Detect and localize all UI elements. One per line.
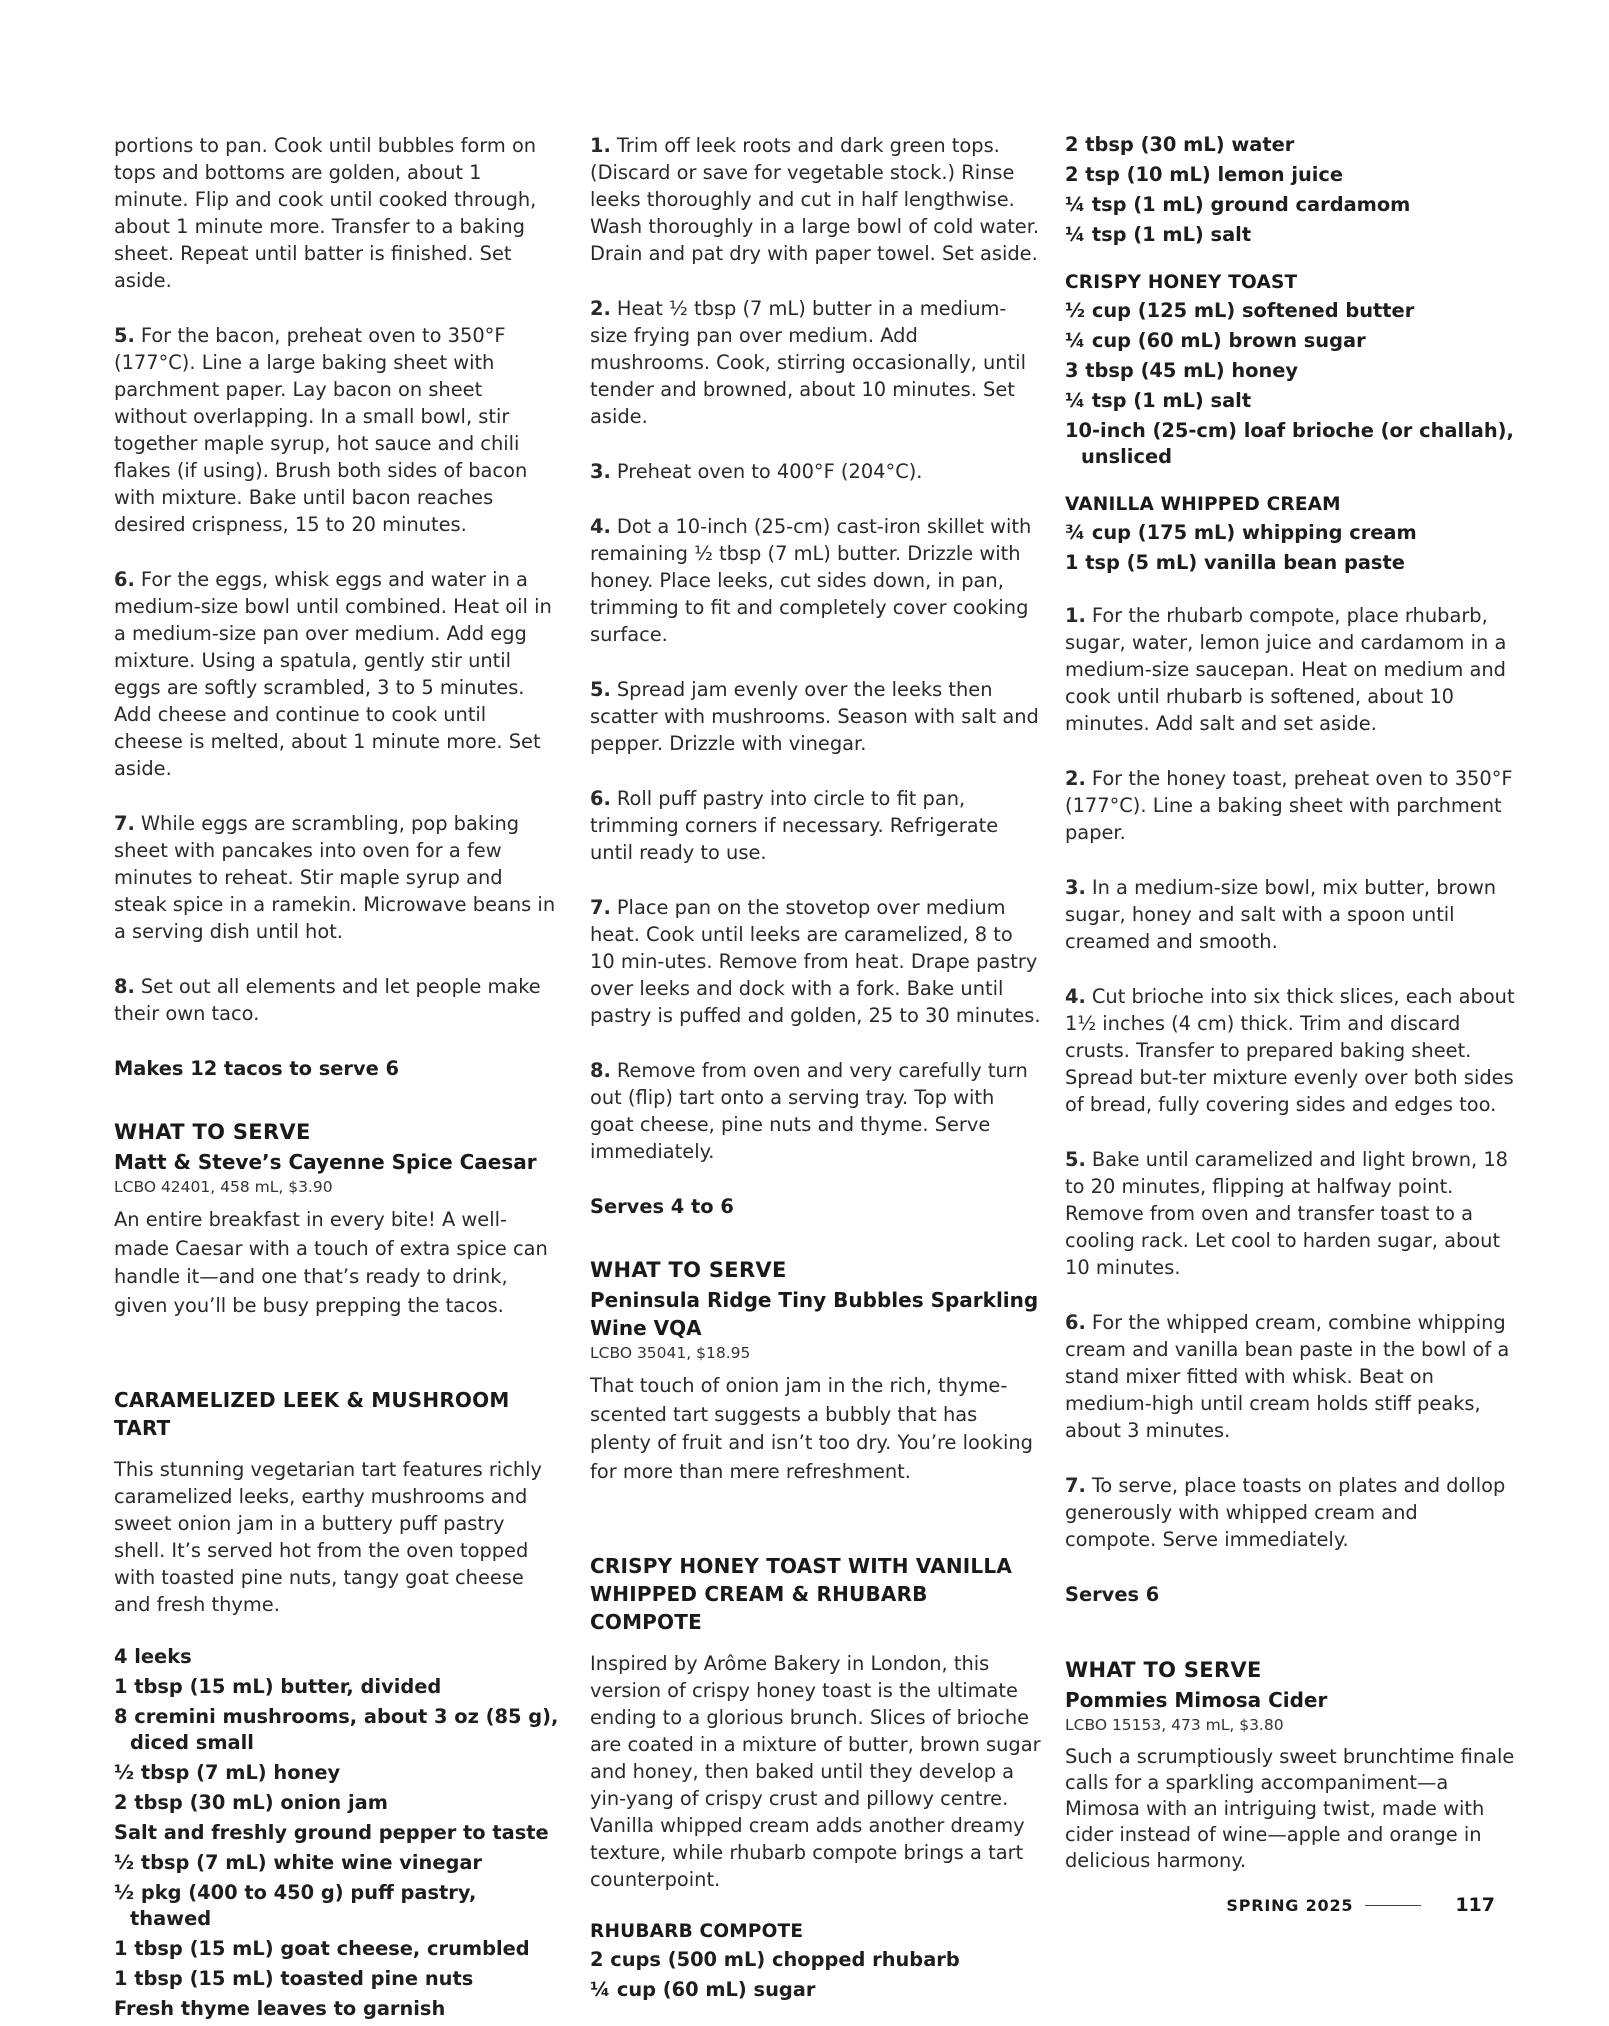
what-to-serve-heading: WHAT TO SERVE: [114, 1120, 311, 1144]
step-3: [1065, 874, 1515, 955]
ingredient-list: [1065, 520, 1515, 576]
column-2: [590, 132, 1042, 2007]
step-number: 3.: [1065, 876, 1086, 899]
step-2: [1065, 765, 1515, 846]
drink-name: Pommies Mimosa Cider: [1065, 1688, 1328, 1712]
step-number: 5.: [1065, 1148, 1086, 1171]
ingredient: 2 tbsp (30 mL) onion jam: [114, 1791, 388, 1814]
drink-description: Such a scrumptiously sweet brunchtime finale calls for a sparkling accompaniment—a Mimosa with an intriguing twist, made with cider instead of wine—apple and orange in delicious harmony.: [1065, 1745, 1515, 1872]
recipe-title: CARAMELIZED LEEK & MUSHROOM TART: [114, 1388, 510, 1440]
ingredient-list: [114, 1644, 560, 2022]
drink-description: That touch of onion jam in the rich, thyme-scented tart suggests a bubbly that has plenty of fruit and isn’t too dry. You’re looking for more than mere refreshment.: [590, 1374, 1033, 1483]
drink-name: Matt & Steve’s Cayenne Spice Caesar: [114, 1150, 537, 1174]
step-6: [1065, 1309, 1515, 1444]
step-text: Spread jam evenly over the leeks then scatter with mushrooms. Season with salt and pepper. Drizzle with vinegar.: [590, 678, 1039, 755]
ingredient: 3 tbsp (45 mL) honey: [1065, 359, 1299, 382]
ingredient: 1 tbsp (15 mL) toasted pine nuts: [114, 1967, 474, 1990]
what-to-serve-block: [114, 1120, 560, 1320]
column-1: [114, 132, 560, 2026]
step-text: For the honey toast, preheat oven to 350°F (177°C). Line a baking sheet with parchment paper.: [1065, 767, 1513, 844]
step-6: [590, 785, 1042, 866]
ingredient-subheading: VANILLA WHIPPED CREAM: [1065, 494, 1341, 515]
step-number: 7.: [590, 896, 611, 919]
step-number: 6.: [1065, 1311, 1086, 1334]
step-1: [1065, 602, 1515, 737]
recipe-intro: Inspired by Arôme Bakery in London, this version of crispy honey toast is the ultimate ending to a glorious brunch. Slices of brioche are coated in a mixture of butter, brown sugar and honey, then baked until they develop a yin-yang of crispy crust and pillowy centre. Vanilla whipped cream adds another dreamy texture, while rhubarb compote brings a tart counterpoint.: [590, 1652, 1041, 1891]
issue-label: SPRING 2025: [1226, 1895, 1354, 1915]
ingredient: 10-inch (25-cm) loaf brioche (or challah), unsliced: [1065, 419, 1514, 468]
ingredient: 4 leeks: [114, 1645, 192, 1668]
drink-details: LCBO 42401, 458 mL, $3.90: [114, 1178, 333, 1196]
ingredient: 2 tsp (10 mL) lemon juice: [1065, 163, 1344, 186]
ingredient: ½ tbsp (7 mL) white wine vinegar: [114, 1851, 482, 1874]
ingredient: 1 tbsp (15 mL) butter, divided: [114, 1675, 442, 1698]
column-3: [1065, 132, 1515, 1874]
step-text: While eggs are scrambling, pop baking sheet with pancakes into oven for a few minutes to reheat. Stir maple syrup and steak spice in a ramekin. Microwave beans in a serving dish until hot.: [114, 812, 556, 943]
step-number: 2.: [1065, 767, 1086, 790]
step-number: 6.: [114, 568, 135, 591]
recipe-title: CRISPY HONEY TOAST WITH VANILLA WHIPPED CREAM & RHUBARB COMPOTE: [590, 1554, 1013, 1634]
yield-text: Makes 12 tacos to serve 6: [114, 1057, 400, 1080]
ingredient: Fresh thyme leaves to garnish: [114, 1997, 446, 2020]
step-text: Dot a 10-inch (25-cm) cast-iron skillet with remaining ½ tbsp (7 mL) butter. Drizzle with honey. Place leeks, cut sides down, in pan, trimming to fit and completely cover cooking surface.: [590, 515, 1032, 646]
page-footer: [1226, 1894, 1495, 1916]
step-number: 5.: [590, 678, 611, 701]
ingredient: 2 tbsp (30 mL) water: [1065, 133, 1295, 156]
drink-description: An entire breakfast in every bite! A well-made Caesar with a touch of extra spice can handle it—and one that’s ready to drink, given you’ll be busy prepping the tacos.: [114, 1208, 548, 1317]
step-6: [114, 566, 560, 782]
ingredient: ¼ tsp (1 mL) salt: [1065, 223, 1252, 246]
step-5: [590, 676, 1042, 757]
ingredient: ½ tbsp (7 mL) honey: [114, 1761, 341, 1784]
step-5: [1065, 1146, 1515, 1281]
step-8: [590, 1057, 1042, 1165]
step-2: [590, 295, 1042, 430]
what-to-serve-block: [590, 1258, 1042, 1486]
footer-divider: [1365, 1905, 1421, 1906]
step-text: To serve, place toasts on plates and dollop generously with whipped cream and compote. Serve immediately.: [1065, 1474, 1506, 1551]
recipe-intro: This stunning vegetarian tart features richly caramelized leeks, earthy mushrooms and sweet onion jam in a buttery puff pastry shell. It’s served hot from the oven topped with toasted pine nuts, tangy goat cheese and fresh thyme.: [114, 1458, 543, 1616]
ingredient-list: [590, 1947, 1042, 2003]
ingredient-subheading: RHUBARB COMPOTE: [590, 1921, 804, 1942]
ingredient-list: [1065, 298, 1515, 470]
yield-text: Serves 4 to 6: [590, 1195, 734, 1218]
step-8: [114, 973, 560, 1027]
step-number: 7.: [114, 812, 135, 835]
step-text: For the bacon, preheat oven to 350°F (177°C). Line a large baking sheet with parchment paper. Lay bacon on sheet without overlapping. In a small bowl, stir together maple syrup, hot sauce and chili flakes (if using). Brush both sides of bacon with mixture. Bake until bacon reaches desired crispness, 15 to 20 minutes.: [114, 324, 528, 536]
what-to-serve-heading: WHAT TO SERVE: [590, 1258, 787, 1282]
step-text: Remove from oven and very carefully turn out (flip) tart onto a serving tray. Top with goat cheese, pine nuts and thyme. Serve immediately.: [590, 1059, 1028, 1163]
ingredient: ½ pkg (400 to 450 g) puff pastry, thawed: [114, 1881, 477, 1930]
step-text: For the eggs, whisk eggs and water in a medium-size bowl until combined. Heat oil in a medium-size pan over medium. Add egg mixture. Using a spatula, gently stir until eggs are softly scrambled, 3 to 5 minutes. Add cheese and continue to cook until cheese is melted, about 1 minute more. Set aside.: [114, 568, 552, 780]
step-7: [114, 810, 560, 945]
ingredient: ¼ cup (60 mL) brown sugar: [1065, 329, 1366, 352]
step-text: For the whipped cream, combine whipping cream and vanilla bean paste in the bowl of a stand mixer fitted with whisk. Beat on medium-high until cream holds stiff peaks, about 3 minutes.: [1065, 1311, 1510, 1442]
step-number: 3.: [590, 460, 611, 483]
step-4: [590, 513, 1042, 648]
step-text: In a medium-size bowl, mix butter, brown sugar, honey and salt with a spoon until creamed and smooth.: [1065, 876, 1497, 953]
ingredient: ¼ cup (60 mL) sugar: [590, 1978, 816, 2001]
step-number: 1.: [590, 134, 611, 157]
step-text: Bake until caramelized and light brown, 18 to 20 minutes, flipping at halfway point. Remove from oven and transfer toast to a cooling rack. Let cool to harden sugar, about 10 minutes.: [1065, 1148, 1509, 1279]
step-number: 1.: [1065, 604, 1086, 627]
ingredient: ¾ cup (175 mL) whipping cream: [1065, 521, 1417, 544]
step-text: Place pan on the stovetop over medium heat. Cook until leeks are caramelized, 8 to 10 min-utes. Remove from heat. Drape pastry over leeks and dock with a fork. Bake until pastry is puffed and golden, 25 to 30 minutes.: [590, 896, 1041, 1027]
ingredient: ½ cup (125 mL) softened butter: [1065, 299, 1415, 322]
step-continuation: portions to pan. Cook until bubbles form on tops and bottoms are golden, about 1 minute. Flip and cook until cooked through, about 1 minute more. Transfer to a baking sheet. Repeat until batter is finished. Set aside.: [114, 134, 537, 292]
ingredient-list: [1065, 132, 1515, 248]
step-number: 6.: [590, 787, 611, 810]
step-4: [1065, 983, 1515, 1118]
what-to-serve-heading: WHAT TO SERVE: [1065, 1658, 1262, 1682]
step-text: Cut brioche into six thick slices, each about 1½ inches (4 cm) thick. Trim and discard crusts. Transfer to prepared baking sheet. Spread but-ter mixture evenly over both sides of bread, fully covering sides and edges too.: [1065, 985, 1515, 1116]
ingredient: Salt and freshly ground pepper to taste: [114, 1821, 549, 1844]
step-5: [114, 322, 560, 538]
ingredient: ¼ tsp (1 mL) ground cardamom: [1065, 193, 1411, 216]
step-number: 4.: [590, 515, 611, 538]
step-text: Heat ½ tbsp (7 mL) butter in a medium-size frying pan over medium. Add mushrooms. Cook, stirring occasionally, until tender and browned, about 10 minutes. Set aside.: [590, 297, 1026, 428]
step-text: For the rhubarb compote, place rhubarb, sugar, water, lemon juice and cardamom in a medium-size saucepan. Heat on medium and cook until rhubarb is softened, about 10 minutes. Add salt and set aside.: [1065, 604, 1507, 735]
step-number: 5.: [114, 324, 135, 347]
ingredient: 2 cups (500 mL) chopped rhubarb: [590, 1948, 960, 1971]
ingredient: 1 tbsp (15 mL) goat cheese, crumbled: [114, 1937, 530, 1960]
drink-name: Peninsula Ridge Tiny Bubbles Sparkling Wine VQA: [590, 1288, 1039, 1340]
drink-details: LCBO 15153, 473 mL, $3.80: [1065, 1716, 1284, 1734]
step-1: [590, 132, 1042, 267]
ingredient: ¼ tsp (1 mL) salt: [1065, 389, 1252, 412]
step-text: Trim off leek roots and dark green tops. (Discard or save for vegetable stock.) Rinse leeks thoroughly and cut in half lengthwise. Wash thoroughly in a large bowl of cold water. Drain and pat dry with paper towel. Set aside.: [590, 134, 1040, 265]
step-number: 7.: [1065, 1474, 1086, 1497]
page-number: 117: [1455, 1894, 1495, 1916]
step-text: Roll puff pastry into circle to fit pan, trimming corners if necessary. Refrigerate until ready to use.: [590, 787, 999, 864]
step-7: [1065, 1472, 1515, 1553]
what-to-serve-block: [1065, 1658, 1515, 1874]
step-number: 8.: [590, 1059, 611, 1082]
yield-text: Serves 6: [1065, 1583, 1160, 1606]
ingredient: 8 cremini mushrooms, about 3 oz (85 g), diced small: [114, 1705, 559, 1754]
step-text: Set out all elements and let people make their own taco.: [114, 975, 541, 1025]
step-number: 4.: [1065, 985, 1086, 1008]
step-number: 2.: [590, 297, 611, 320]
step-7: [590, 894, 1042, 1029]
step-text: Preheat oven to 400°F (204°C).: [616, 460, 923, 483]
step-3: [590, 458, 1042, 485]
ingredient-subheading: CRISPY HONEY TOAST: [1065, 272, 1298, 293]
drink-details: LCBO 35041, $18.95: [590, 1344, 751, 1362]
step-number: 8.: [114, 975, 135, 998]
ingredient: 1 tsp (5 mL) vanilla bean paste: [1065, 551, 1405, 574]
